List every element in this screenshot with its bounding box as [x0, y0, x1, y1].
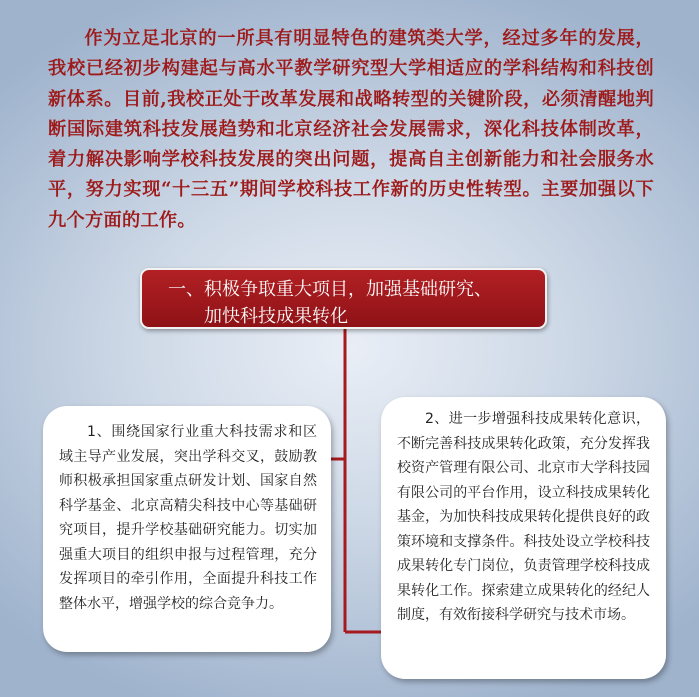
- item-card-1: [43, 406, 331, 652]
- item-card-1-text: 1、围绕国家行业重大科技需求和区域主导产业发展，突出学科交叉，鼓励教师积极承担国家重点研发计划、国家自然科学基金、北京高精尖科技中心等基础研究项目，提升学校基础研究能力。切实加强重大项目的组织申报与过程管理，充分发挥项目的牵引作用，全面提升科技工作整体水平，增强学校的综合竞争力。: [59, 424, 317, 612]
- section-title-line2: 加快科技成果转化: [204, 306, 348, 327]
- item-card-2: [381, 397, 666, 679]
- section-title-line1: 一、积极争取重大项目，加强基础研究、: [168, 279, 492, 300]
- section-title-box: [140, 268, 547, 329]
- intro-paragraph: 作为立足北京的一所具有明显特色的建筑类大学，经过多年的发展，我校已经初步构建起与高水平教学研究型大学相适应的学科结构和科技创新体系。目前,我校正处于改革发展和战略转型的关键阶段，必须清醒地判断国际建筑科技发展趋势和北京经济社会发展需求，深化科技体制改革，着力解决影响学校科技发展的突出问题，提高自主创新能力和社会服务水平，努力实现“十三五”期间学校科技工作新的历史性转型。主要加强以下九个方面的工作。: [48, 28, 654, 231]
- item-card-2-text: 2、进一步增强科技成果转化意识，不断完善科技成果转化政策，充分发挥我校资产管理有限公司、北京市大学科技园有限公司的平台作用，设立科技成果转化基金，为加快科技成果转化提供良好的政策环境和支撑条件。科技处设立学校科技成果转化专门岗位，负责管理学校科技成果转化工作。探索建立成果转化的经纪人制度，有效衔接科学研究与技术市场。: [397, 411, 650, 623]
